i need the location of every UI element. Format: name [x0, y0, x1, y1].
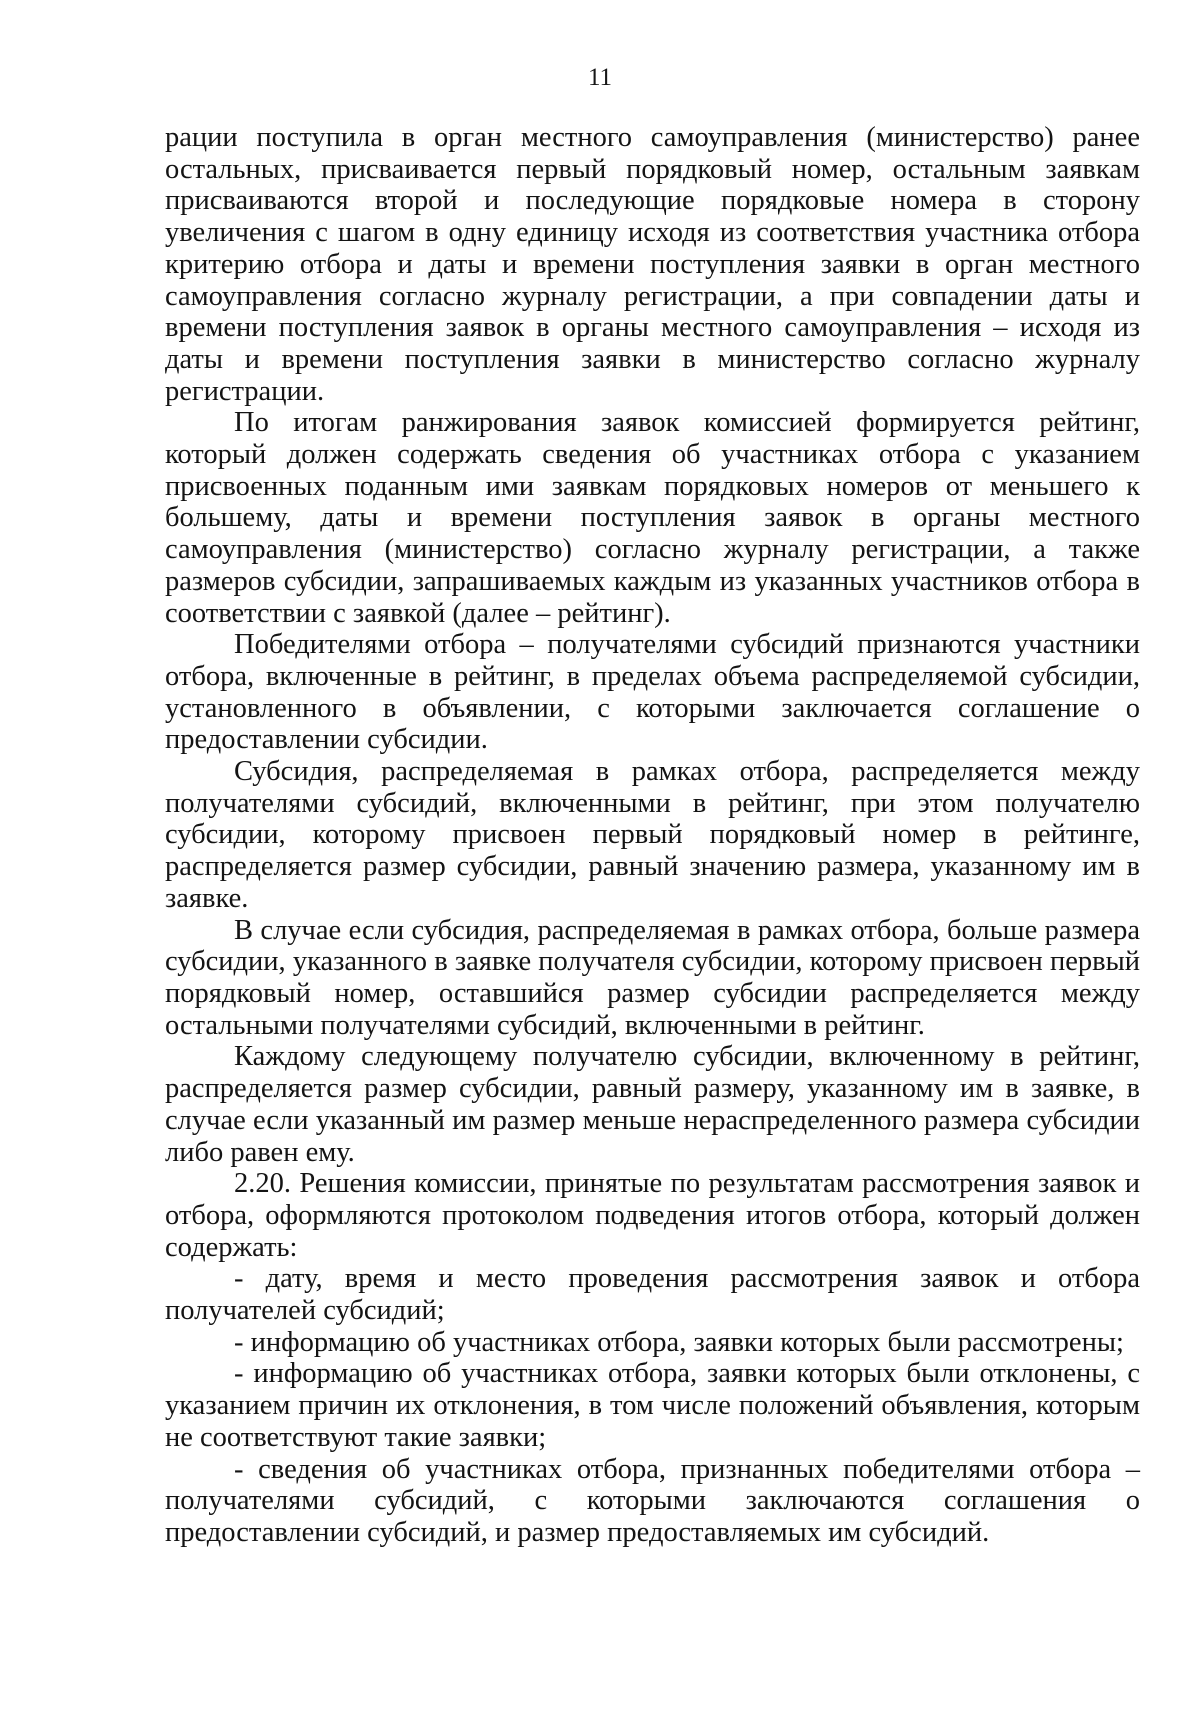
paragraph-distribution: Субсидия, распределяемая в рамках отбора, распределяется между получателями субсидий, включенными в рейтинг, при этом получателю субсидии, которому присвоен первый порядковый номер в рейтинге, распределяется размер субсидии, равный значению размера, указанному им в заявке. [165, 756, 1140, 914]
paragraph-winners: Победителями отбора – получателями субсидий признаются участники отбора, включенные в рейтинг, в пределах объема распределяемой субсидии, установленного в объявлении, с которыми заключается соглашение о предоставлении субсидии. [165, 629, 1140, 756]
list-item-rejected-participants: - информацию об участниках отбора, заявки которых были отклонены, с указанием причин их отклонения, в том числе положений объявления, которым не соответствуют такие заявки; [165, 1358, 1140, 1453]
paragraph-continuation: рации поступила в орган местного самоуправления (министерство) ранее остальных, присваивается первый порядковый номер, остальным заявкам присваиваются второй и последующие порядковые номера в сторону увеличения с шагом в одну единицу исходя из соответствия участника отбора критерию отбора и даты и времени поступления заявки в орган местного самоуправления согласно журналу регистрации, а при совпадении даты и времени поступления заявок в органы местного самоуправления – исходя из даты и времени поступления заявки в министерство согласно журналу регистрации. [165, 122, 1140, 407]
list-item-date-time-place: - дату, время и место проведения рассмотрения заявок и отбора получателей субсидий; [165, 1263, 1140, 1327]
paragraph-next-recipient: Каждому следующему получателю субсидии, включенному в рейтинг, распределяется размер субсидии, равный размеру, указанному им в заявке, в случае если указанный им размер меньше нераспределенного размера субсидии либо равен ему. [165, 1041, 1140, 1168]
list-item-winners-info: - сведения об участниках отбора, признанных победителями отбора – получателями субсидий, с которыми заключаются соглашения о предоставлении субсидий, и размер предоставляемых им субсидий. [165, 1453, 1140, 1548]
list-item-reviewed-participants: - информацию об участниках отбора, заявки которых были рассмотрены; [234, 1326, 1124, 1358]
paragraph-rating: По итогам ранжирования заявок комиссией формируется рейтинг, который должен содержать сведения об участниках отбора с указанием присвоенных поданным ими заявкам порядковых номеров от меньшего к большему, даты и времени поступления заявок в органы местного самоуправления (министерство) согласно журналу регистрации, а также размеров субсидии, запрашиваемых каждым из указанных участников отбора в соответствии с заявкой (далее – рейтинг). [165, 407, 1140, 629]
paragraph-section-2-20: 2.20. Решения комиссии, принятые по результатам рассмотрения заявок и отбора, оформляются протоколом подведения итогов отбора, который должен содержать: [165, 1168, 1140, 1263]
document-body [165, 122, 1140, 1549]
paragraph-remaining-distribution: В случае если субсидия, распределяемая в рамках отбора, больше размера субсидии, указанного в заявке получателя субсидии, которому присвоен первый порядковый номер, оставшийся размер субсидии распределяется между остальными получателями субсидий, включенными в рейтинг. [165, 914, 1140, 1041]
page-number: 11 [587, 64, 613, 91]
